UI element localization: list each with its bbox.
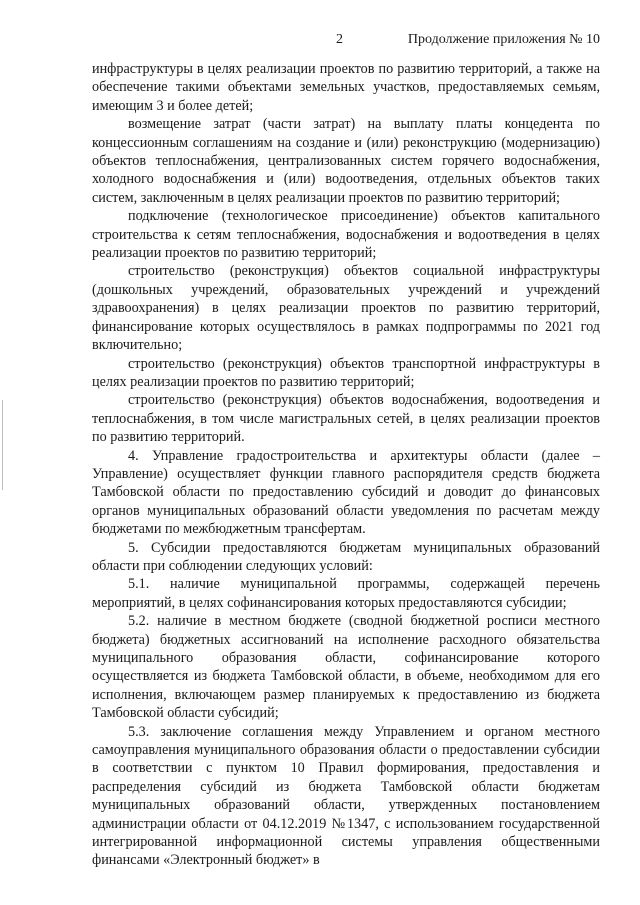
paragraph-item-5-3: 5.3. заключение соглашения между Управлением и органом местного самоуправления муниципального образования области о предоставлении субсидии в соответствии с пунктом 10 Правил формирования, предоставления и распределения субсидий из бюджета Тамбовской области бюджетам муниципальных образований области, утвержденных постановлением администрации области от 04.12.2019 №1347, с использованием государственной интегрированной информационной системы управления общественными финансами «Электронный бюджет» в bbox=[92, 723, 600, 869]
appendix-continuation-label: Продолжение приложения № 10 bbox=[407, 32, 600, 47]
paragraph-concession-costs: возмещение затрат (части затрат) на выплату платы концедента по концессионным соглашениям на создание и (или) реконструкцию (модернизацию) объектов теплоснабжения, централизованных систем горячего водоснабжения, холодного водоснабжения и (или) водоотведения, отдельных объектов таких систем, заключенным в целях реализации проектов по развитию территорий; bbox=[92, 116, 600, 206]
paragraph-item-5-conditions: 5. Субсидии предоставляются бюджетам муниципальных образований области при соблюдении следующих условий: bbox=[92, 539, 600, 574]
paragraph-water-heat-supply: строительство (реконструкция) объектов водоснабжения, водоотведения и теплоснабжения, в том числе магистральных сетей, в целях реализации проектов по развитию территорий. bbox=[92, 392, 600, 446]
paragraph-infrastructure-continuation: инфраструктуры в целях реализации проектов по развитию территорий, а также на обеспечение такими объектами земельных участков, предоставляемых семьям, имеющим 3 и более детей; bbox=[92, 61, 600, 114]
paragraph-item-5-1: 5.1. наличие муниципальной программы, содержащей перечень мероприятий, в целях софинансирования которых предоставляются субсидии; bbox=[92, 576, 600, 611]
paragraph-item-5-2: 5.2. наличие в местном бюджете (сводной бюджетной росписи местного бюджета) бюджетных ассигнований на исполнение расходного обязательства муниципального образования области, софинансирование которого осуществляется из бюджета Тамбовской области, в объеме, необходимом для его исполнения, включающем размер планируемых к предоставлению из бюджета Тамбовской области субсидий; bbox=[92, 613, 600, 722]
paragraph-transport-infrastructure: строительство (реконструкция) объектов транспортной инфраструктуры в целях реализации проектов по развитию территорий; bbox=[92, 355, 600, 390]
document-body bbox=[92, 60, 600, 870]
paragraph-network-connection: подключение (технологическое присоединение) объектов капитального строительства к сетям теплоснабжения, водоснабжения и водоотведения в целях реализации проектов по развитию территорий; bbox=[92, 208, 600, 262]
page-header bbox=[0, 32, 640, 52]
paragraph-social-infrastructure: строительство (реконструкция) объектов социальной инфраструктуры (дошкольных учреждений, образовательных учреждений и учреждений здравоохранения) в целях реализации проектов по развитию территорий, финансирование которых осуществлялось в рамках подпрограммы по 2021 год включительно; bbox=[92, 263, 600, 354]
paragraph-item-4-department: 4. Управление градостроительства и архитектуры области (далее – Управление) осуществляет функции главного распорядителя средств бюджета Тамбовской области по предоставлению субсидий и доводит до финансовых органов муниципальных образований области уведомления по расчетам между бюджетами по межбюджетным трансфертам. bbox=[92, 447, 600, 538]
scan-margin-mark bbox=[2, 400, 3, 490]
page-number: 2 bbox=[336, 32, 343, 47]
